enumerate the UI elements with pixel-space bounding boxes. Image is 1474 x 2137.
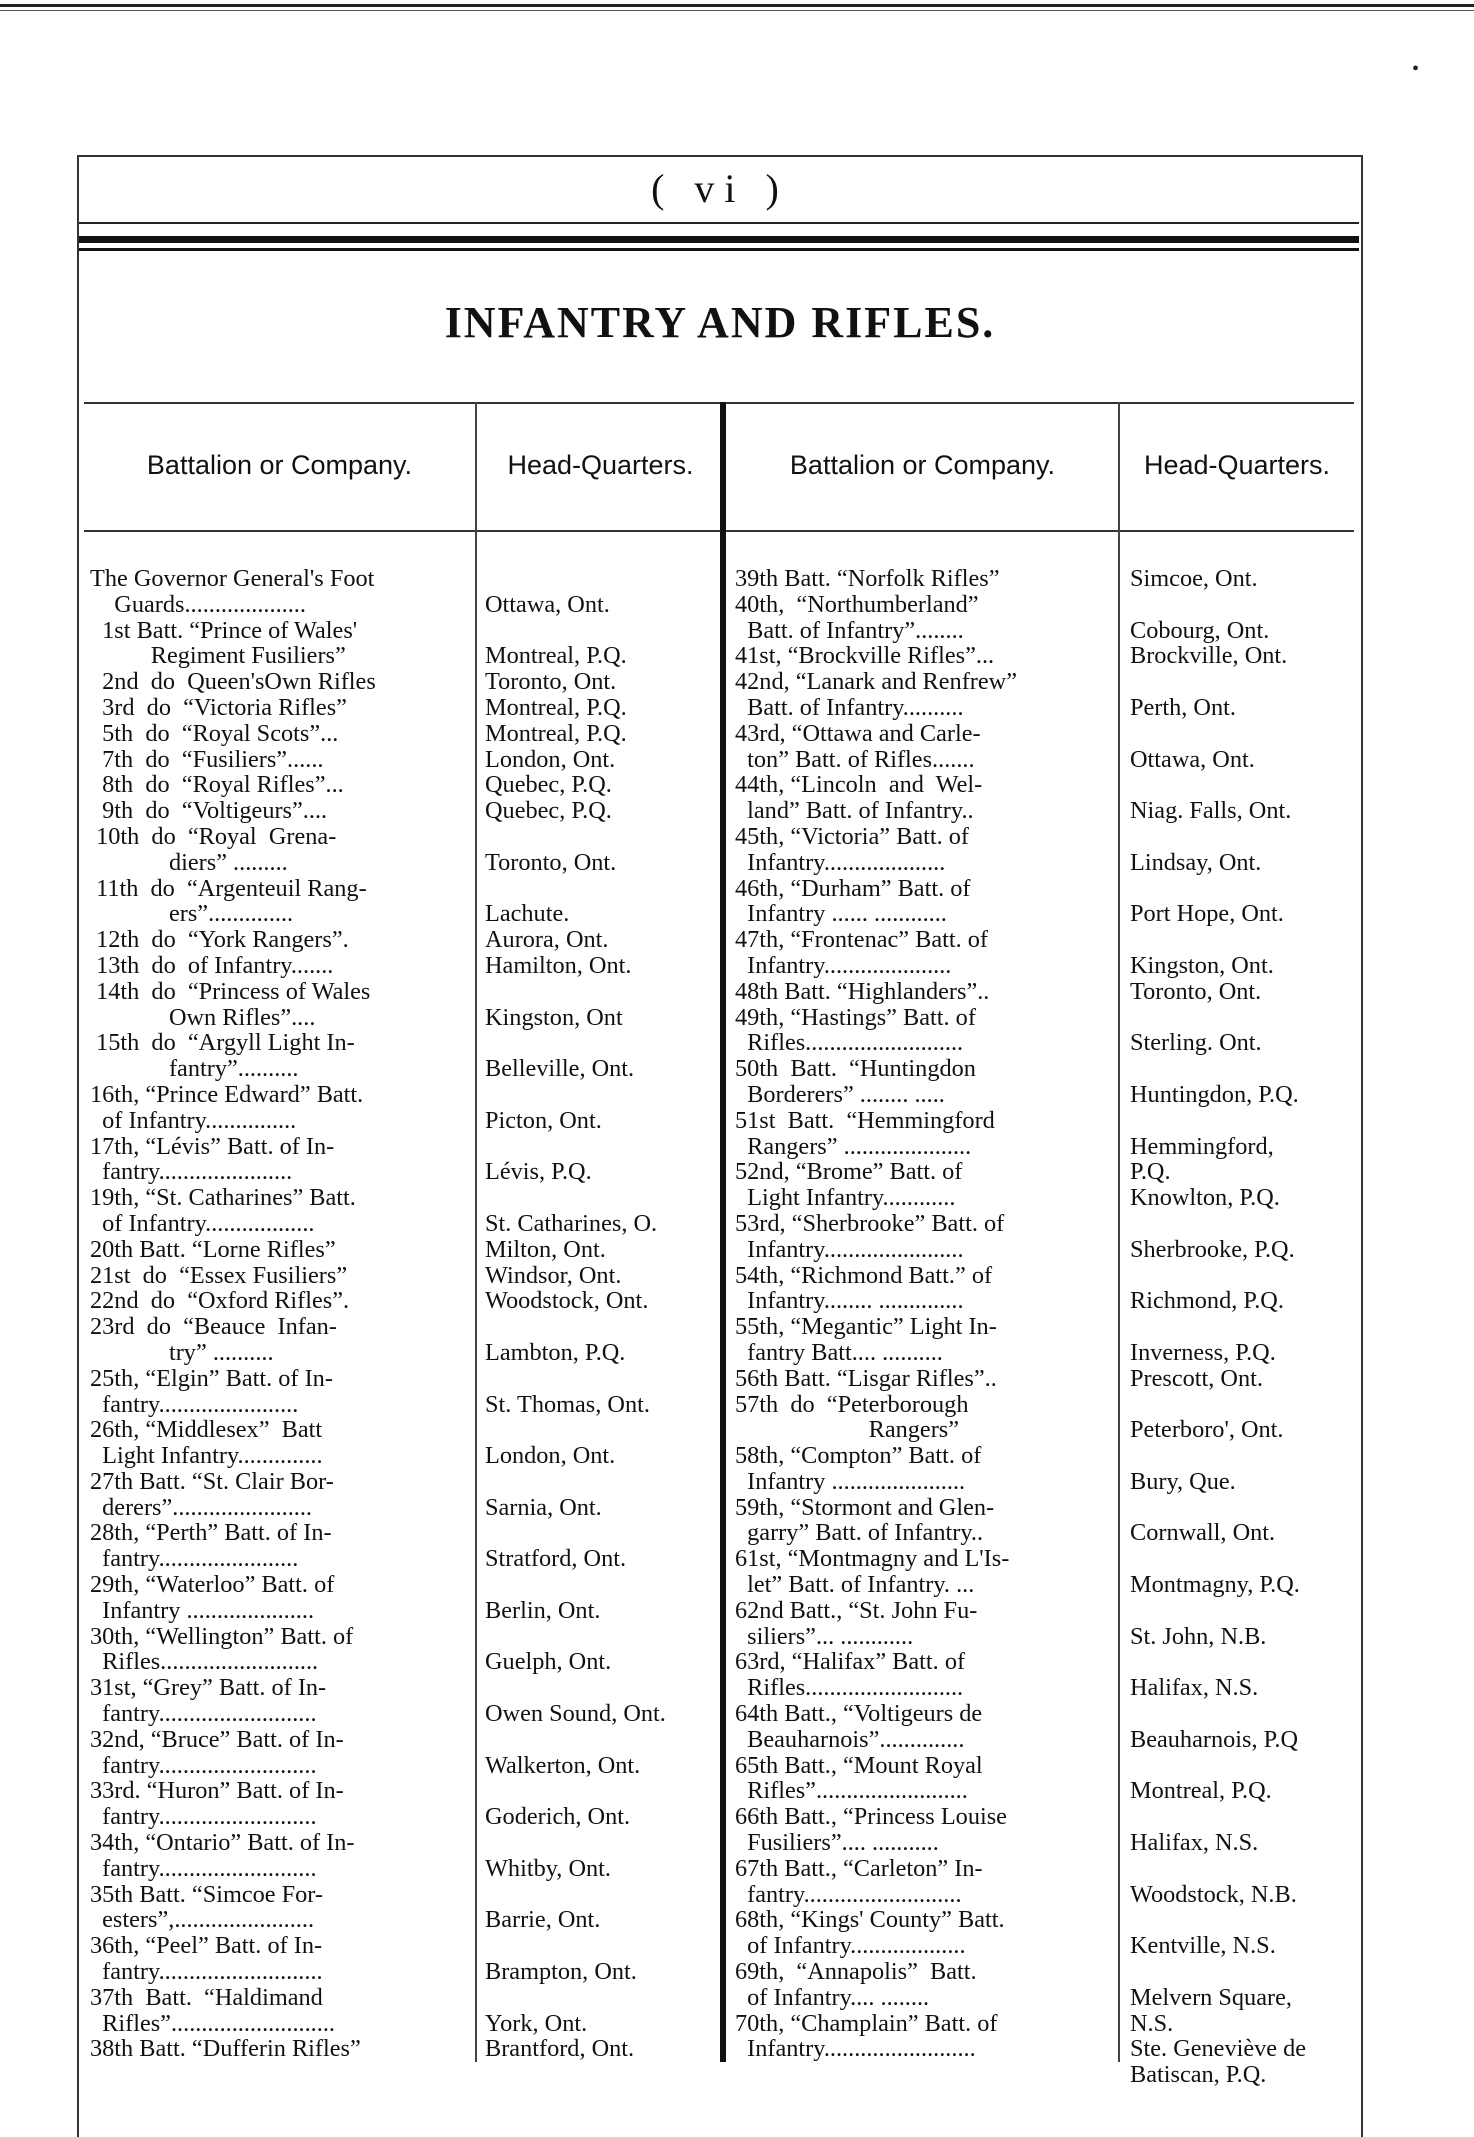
headquarters-entry: Montreal, P.Q.	[485, 719, 627, 747]
battalion-line: fantry.......................	[90, 1390, 299, 1418]
battalion-line: 55th, “Megantic” Light In-	[735, 1313, 997, 1341]
battalion-line: Rangers”	[735, 1416, 960, 1444]
battalion-line: Infantry....................	[735, 848, 946, 876]
headquarters-entry: Brockville, Ont.	[1130, 642, 1288, 670]
headquarters-entry	[485, 618, 730, 644]
battalion-line: 23rd do “Beauce Infan-	[90, 1313, 337, 1341]
table-header-bottom-rule	[84, 530, 1354, 532]
battalion-line: Infantry ......................	[735, 1467, 966, 1495]
battalion-line: 14th do “Princess of Wales	[90, 977, 371, 1005]
battalion-line: 25th, “Elgin” Batt. of In-	[90, 1364, 333, 1392]
headquarters-entry: Halifax, N.S.	[1130, 1829, 1259, 1857]
battalion-line: 66th Batt., “Princess Louise	[735, 1803, 1007, 1831]
page-number: ( vi )	[651, 166, 789, 211]
scan-top-edge	[0, 4, 1474, 7]
headquarters-entry: Inverness, P.Q.	[1130, 1338, 1276, 1366]
headquarters-entry: Simcoe, Ont.	[1130, 565, 1258, 592]
battalion-line: 16th, “Prince Edward” Batt.	[90, 1080, 364, 1108]
battalion-line: Rifles..........................	[90, 1648, 319, 1676]
headquarters-entry	[485, 1134, 730, 1160]
headquarters-entry	[1130, 1546, 1360, 1572]
battalion-line: fantry..........................	[90, 1803, 317, 1831]
battalion-line: 50th Batt. “Huntingdon	[735, 1055, 976, 1083]
battalion-line: 43rd, “Ottawa and Carle-	[735, 719, 981, 747]
headquarters-entry: St. Catharines, O.	[485, 1209, 658, 1237]
headquarters-entry: Port Hope, Ont.	[1130, 900, 1284, 928]
headquarters-entry	[485, 1030, 730, 1056]
right-battalion-list	[735, 566, 1125, 2062]
battalion-line: land” Batt. of Infantry..	[735, 797, 974, 825]
headquarters-entry	[485, 1727, 730, 1753]
battalion-line: 8th do “Royal Rifles”...	[90, 771, 344, 799]
headquarters-entry	[485, 1314, 730, 1340]
battalion-line: fantry”..........	[90, 1055, 299, 1083]
left-headquarters-list	[485, 566, 730, 2062]
headquarters-entry: Windsor, Ont.	[485, 1261, 622, 1289]
battalion-line: let” Batt. of Infantry. ...	[735, 1571, 975, 1599]
headquarters-entry: Brampton, Ont.	[485, 1958, 637, 1986]
headquarters-entry: Berlin, Ont.	[485, 1596, 601, 1624]
headquarters-entry	[485, 1985, 730, 2011]
headquarters-entry: Lambton, P.Q.	[485, 1338, 626, 1366]
headquarters-entry: Kentville, N.S.	[1130, 1932, 1276, 1960]
right-hq-header: Head-Quarters.	[1143, 450, 1331, 480]
headquarters-entry: Guelph, Ont.	[485, 1648, 612, 1676]
left-battalion-list	[90, 566, 480, 2062]
battalion-line: 35th Batt. “Simcoe For-	[90, 1880, 324, 1908]
headquarters-entry: Toronto, Ont.	[485, 848, 617, 876]
headquarters-entry: Melvern Square,	[1130, 1983, 1292, 2011]
battalion-line: 65th Batt., “Mount Royal	[735, 1751, 983, 1779]
battalion-line: Infantry .....................	[90, 1596, 315, 1624]
headquarters-entry	[1130, 1056, 1360, 1082]
headquarters-entry: P.Q.	[1130, 1158, 1171, 1186]
battalion-line: 41st, “Brockville Rifles”...	[735, 642, 995, 670]
battalion-line: garry” Batt. of Infantry..	[735, 1519, 984, 1547]
headquarters-entry: Perth, Ont.	[1130, 693, 1236, 721]
headquarters-entry: Sherbrooke, P.Q.	[1130, 1235, 1295, 1263]
battalion-line: 10th do “Royal Grena-	[90, 822, 337, 850]
battalion-line: Rifles..........................	[735, 1674, 964, 1702]
battalion-line: 33rd. “Huron” Batt. of In-	[90, 1777, 344, 1805]
battalion-line: fantry..........................	[90, 1700, 317, 1728]
headquarters-entry	[1130, 876, 1360, 902]
battalion-line: Regiment Fusiliers”	[90, 642, 346, 670]
battalion-line: of Infantry..................	[90, 1209, 315, 1237]
battalion-line: fantry...........................	[90, 1958, 323, 1986]
headquarters-entry: N.S.	[1130, 2009, 1174, 2037]
headquarters-entry	[485, 1366, 730, 1392]
battalion-line: diers” .........	[90, 848, 288, 876]
battalion-line: Light Infantry..............	[90, 1442, 323, 1470]
battalion-line: 69th, “Annapolis” Batt.	[735, 1958, 977, 1986]
headquarters-entry: Sarnia, Ont.	[485, 1493, 602, 1521]
battalion-line: Infantry........ ..............	[735, 1287, 964, 1315]
battalion-line: 19th, “St. Catharines” Batt.	[90, 1184, 356, 1212]
battalion-line: 39th Batt. “Norfolk Rifles”	[735, 565, 1000, 592]
battalion-line: 20th Batt. “Lorne Rifles”	[90, 1235, 336, 1263]
headquarters-entry: London, Ont.	[485, 745, 616, 773]
battalion-line: 9th do “Voltigeurs”....	[90, 797, 328, 825]
headquarters-entry	[1130, 669, 1360, 695]
headquarters-entry	[485, 1882, 730, 1908]
battalion-line: 42nd, “Lanark and Renfrew”	[735, 668, 1017, 696]
headquarters-entry	[1130, 1443, 1360, 1469]
battalion-line: Infantry.........................	[735, 2035, 976, 2063]
headquarters-entry: Hamilton, Ont.	[485, 951, 632, 979]
battalion-line: ton” Batt. of Rifles.......	[735, 745, 975, 773]
battalion-line: 54th, “Richmond Batt.” of	[735, 1261, 993, 1289]
headquarters-entry	[1130, 1314, 1360, 1340]
battalion-line: 36th, “Peel” Batt. of In-	[90, 1932, 323, 1960]
headquarters-entry: St. Thomas, Ont.	[485, 1390, 650, 1418]
headquarters-entry: Montreal, P.Q.	[485, 642, 627, 670]
battalion-line: Infantry.....................	[735, 951, 952, 979]
headquarters-entry	[1130, 1959, 1360, 1985]
headquarters-entry	[485, 1572, 730, 1598]
headquarters-entry: Hemmingford,	[1130, 1132, 1274, 1160]
battalion-line: 37th Batt. “Haldimand	[90, 1983, 323, 2011]
headquarters-entry	[485, 1778, 730, 1804]
headquarters-entry: Picton, Ont.	[485, 1106, 602, 1134]
battalion-line: Beauharnois”..............	[735, 1725, 965, 1753]
battalion-line: ers”..............	[90, 900, 294, 928]
battalion-line: Batt. of Infantry”........	[735, 616, 964, 644]
headquarters-entry: Batiscan, P.Q.	[1130, 2061, 1267, 2089]
headquarters-entry: Montreal, P.Q.	[485, 693, 627, 721]
right-headquarters-list	[1130, 566, 1360, 2088]
headquarters-entry: Ste. Geneviève de	[1130, 2035, 1307, 2063]
battalion-line: 49th, “Hastings” Batt. of	[735, 1003, 976, 1031]
headquarters-entry: St. John, N.B.	[1130, 1622, 1267, 1650]
battalion-line: Rangers” .....................	[735, 1132, 972, 1160]
headquarters-entry: Kingston, Ont	[485, 1003, 623, 1031]
battalion-line: 59th, “Stormont and Glen-	[735, 1493, 995, 1521]
battalion-line: 53rd, “Sherbrooke” Batt. of	[735, 1209, 1005, 1237]
battalion-line: of Infantry.... ........	[735, 1983, 930, 2011]
battalion-line: 40th, “Northumberland”	[735, 590, 979, 618]
battalion-line: 21st do “Essex Fusiliers”	[90, 1261, 348, 1289]
headquarters-entry	[485, 1082, 730, 1108]
header-rule-thick	[79, 236, 1359, 243]
battalion-line: fantry..........................	[90, 1751, 317, 1779]
headquarters-entry	[1130, 1856, 1360, 1882]
battalion-line: Light Infantry............	[735, 1184, 956, 1212]
battalion-line: 48th Batt. “Highlanders”..	[735, 977, 990, 1005]
headquarters-entry	[485, 1933, 730, 1959]
headquarters-entry	[1130, 592, 1360, 618]
battalion-line: 28th, “Perth” Batt. of In-	[90, 1519, 332, 1547]
headquarters-entry	[1130, 1495, 1360, 1521]
headquarters-entry: Lachute.	[485, 900, 570, 928]
battalion-line: 7th do “Fusiliers”......	[90, 745, 324, 773]
battalion-line: 12th do “York Rangers”.	[90, 926, 349, 954]
headquarters-entry: Aurora, Ont.	[485, 926, 609, 954]
battalion-line: Rifles..........................	[735, 1029, 964, 1057]
battalion-line: of Infantry...............	[90, 1106, 297, 1134]
battalion-line: Rifles”.........................	[735, 1777, 968, 1805]
battalion-line: 29th, “Waterloo” Batt. of	[90, 1571, 335, 1599]
headquarters-entry: Goderich, Ont.	[485, 1803, 631, 1831]
headquarters-entry: Richmond, P.Q.	[1130, 1287, 1284, 1315]
battalion-line: 51st Batt. “Hemmingford	[735, 1106, 995, 1134]
scan-top-edge-thin	[0, 10, 1474, 11]
headquarters-entry: Quebec, P.Q.	[485, 797, 612, 825]
battalion-line: 22nd do “Oxford Rifles”.	[90, 1287, 350, 1315]
headquarters-entry: Whitby, Ont.	[485, 1854, 611, 1882]
headquarters-entry	[485, 1675, 730, 1701]
battalion-line: fantry Batt.... ..........	[735, 1338, 943, 1366]
battalion-line: 46th, “Durham” Batt. of	[735, 874, 971, 902]
battalion-line: Batt. of Infantry..........	[735, 693, 964, 721]
battalion-line: try” ..........	[90, 1338, 274, 1366]
headquarters-entry	[485, 1520, 730, 1546]
battalion-line: 38th Batt. “Dufferin Rifles”	[90, 2035, 361, 2063]
headquarters-entry	[1130, 1108, 1360, 1134]
battalion-line: 11th do “Argenteuil Rang-	[90, 874, 367, 902]
battalion-line: derers”.......................	[90, 1493, 312, 1521]
headquarters-entry: Peterboro', Ont.	[1130, 1416, 1284, 1444]
headquarters-entry	[485, 1185, 730, 1211]
battalion-line: The Governor General's Foot	[90, 565, 375, 592]
headquarters-entry	[485, 566, 730, 592]
battalion-line: Own Rifles”....	[90, 1003, 316, 1031]
header-rule-thin	[79, 222, 1359, 224]
headquarters-entry: Owen Sound, Ont.	[485, 1700, 666, 1728]
headquarters-entry	[1130, 721, 1360, 747]
headquarters-entry: Montreal, P.Q.	[1130, 1777, 1272, 1805]
headquarters-entry	[485, 1469, 730, 1495]
headquarters-entry: Woodstock, N.B.	[1130, 1880, 1297, 1908]
battalion-line: 44th, “Lincoln and Wel-	[735, 771, 983, 799]
headquarters-entry: Prescott, Ont.	[1130, 1364, 1263, 1392]
battalion-line: 27th Batt. “St. Clair Bor-	[90, 1467, 334, 1495]
headquarters-entry: Ottawa, Ont.	[485, 590, 610, 618]
headquarters-entry	[1130, 824, 1360, 850]
headquarters-entry: Bury, Que.	[1130, 1467, 1236, 1495]
battalion-line: 34th, “Ontario” Batt. of In-	[90, 1829, 355, 1857]
headquarters-entry	[1130, 927, 1360, 953]
battalion-line: 58th, “Compton” Batt. of	[735, 1442, 982, 1470]
left-battalion-header: Battalion or Company.	[146, 450, 413, 480]
left-hq-header: Head-Quarters.	[507, 450, 694, 480]
headquarters-entry: Ottawa, Ont.	[1130, 745, 1255, 773]
battalion-line: 61st, “Montmagny and L'Is-	[735, 1545, 1010, 1573]
battalion-line: 5th do “Royal Scots”...	[90, 719, 339, 747]
headquarters-entry	[1130, 1753, 1360, 1779]
headquarters-entry: Barrie, Ont.	[485, 1906, 601, 1934]
headquarters-entry: Woodstock, Ont.	[485, 1287, 649, 1315]
battalion-line: 63rd, “Halifax” Batt. of	[735, 1648, 966, 1676]
battalion-line: 62nd Batt., “St. John Fu-	[735, 1596, 978, 1624]
headquarters-entry	[1130, 1392, 1360, 1418]
headquarters-entry: Quebec, P.Q.	[485, 771, 612, 799]
headquarters-entry: Cobourg, Ont.	[1130, 616, 1270, 644]
headquarters-entry: Halifax, N.S.	[1130, 1674, 1259, 1702]
headquarters-entry: Belleville, Ont.	[485, 1055, 635, 1083]
battalion-line: Infantry.......................	[735, 1235, 964, 1263]
headquarters-entry: Huntingdon, P.Q.	[1130, 1080, 1299, 1108]
battalion-line: 15th do “Argyll Light In-	[90, 1029, 355, 1057]
headquarters-entry: Montmagny, P.Q.	[1130, 1571, 1300, 1599]
battalion-line: 17th, “Lévis” Batt. of In-	[90, 1132, 335, 1160]
page-title: INFANTRY AND RIFLES.	[444, 298, 996, 347]
battalion-line: 70th, “Champlain” Batt. of	[735, 2009, 998, 2037]
battalion-line: 31st, “Grey” Batt. of In-	[90, 1674, 327, 1702]
battalion-line: 57th do “Peterborough	[735, 1390, 969, 1418]
headquarters-entry	[485, 1417, 730, 1443]
headquarters-entry	[485, 824, 730, 850]
headquarters-entry: London, Ont.	[485, 1442, 616, 1470]
headquarters-entry	[485, 979, 730, 1005]
headquarters-entry: Walkerton, Ont.	[485, 1751, 641, 1779]
headquarters-entry: Milton, Ont.	[485, 1235, 606, 1263]
battalion-line: 3rd do “Victoria Rifles”	[90, 693, 347, 721]
battalion-line: 68th, “Kings' County” Batt.	[735, 1906, 1005, 1934]
headquarters-entry: Knowlton, P.Q.	[1130, 1184, 1280, 1212]
headquarters-entry	[1130, 1907, 1360, 1933]
battalion-line: 64th Batt., “Voltigeurs de	[735, 1700, 983, 1728]
battalion-line: fantry......................	[90, 1158, 293, 1186]
header-rule-medium	[79, 248, 1359, 251]
headquarters-entry: York, Ont.	[485, 2009, 588, 2037]
battalion-line: 1st Batt. “Prince of Wales'	[90, 616, 358, 644]
battalion-line: siliers”... ............	[735, 1622, 914, 1650]
headquarters-entry: Lindsay, Ont.	[1130, 848, 1262, 876]
headquarters-entry: Stratford, Ont.	[485, 1545, 627, 1573]
headquarters-entry	[1130, 1649, 1360, 1675]
battalion-line: 67th Batt., “Carleton” In-	[735, 1854, 983, 1882]
headquarters-entry: Brantford, Ont.	[485, 2035, 635, 2063]
headquarters-entry: Kingston, Ont.	[1130, 951, 1274, 979]
battalion-line: of Infantry...................	[735, 1932, 966, 1960]
headquarters-entry: Sterling. Ont.	[1130, 1029, 1262, 1057]
battalion-line: fantry..........................	[90, 1854, 317, 1882]
headquarters-entry	[1130, 1005, 1360, 1031]
headquarters-entry: Lévis, P.Q.	[485, 1158, 592, 1186]
headquarters-entry: Toronto, Ont.	[485, 668, 617, 696]
battalion-line: 13th do of Infantry.......	[90, 951, 334, 979]
battalion-line: 30th, “Wellington” Batt. of	[90, 1622, 354, 1650]
headquarters-entry	[485, 876, 730, 902]
battalion-line: Rifles”...........................	[90, 2009, 335, 2037]
headquarters-entry	[485, 1830, 730, 1856]
battalion-line: 45th, “Victoria” Batt. of	[735, 822, 970, 850]
battalion-line: Infantry ...... ............	[735, 900, 947, 928]
battalion-line: esters”,.......................	[90, 1906, 315, 1934]
headquarters-entry	[1130, 1804, 1360, 1830]
headquarters-entry	[1130, 1598, 1360, 1624]
battalion-line: fantry.......................	[90, 1545, 299, 1573]
battalion-line: fantry..........................	[735, 1880, 962, 1908]
headquarters-entry: Niag. Falls, Ont.	[1130, 797, 1292, 825]
battalion-line: 2nd do Queen'sOwn Rifles	[90, 668, 376, 696]
battalion-line: Guards....................	[90, 590, 306, 618]
battalion-line: 32nd, “Bruce” Batt. of In-	[90, 1725, 344, 1753]
headquarters-entry	[485, 1624, 730, 1650]
battalion-line: 52nd, “Brome” Batt. of	[735, 1158, 963, 1186]
battalion-line: 56th Batt. “Lisgar Rifles”..	[735, 1364, 997, 1392]
battalion-line: Borderers” ........ .....	[735, 1080, 945, 1108]
headquarters-entry: Beauharnois, P.Q	[1130, 1725, 1299, 1753]
battalion-line: Fusiliers”.... ...........	[735, 1829, 939, 1857]
margin-mark: •	[1412, 58, 1420, 80]
headquarters-entry	[1130, 1701, 1360, 1727]
headquarters-entry: Cornwall, Ont.	[1130, 1519, 1276, 1547]
headquarters-entry	[1130, 772, 1360, 798]
headquarters-entry	[1130, 1211, 1360, 1237]
battalion-line: 26th, “Middlesex” Batt	[90, 1416, 323, 1444]
headquarters-entry: Toronto, Ont.	[1130, 977, 1262, 1005]
battalion-line: 47th, “Frontenac” Batt. of	[735, 926, 989, 954]
headquarters-entry	[1130, 1263, 1360, 1289]
right-battalion-header: Battalion or Company.	[789, 450, 1056, 480]
table-header-top-rule	[84, 402, 1354, 404]
